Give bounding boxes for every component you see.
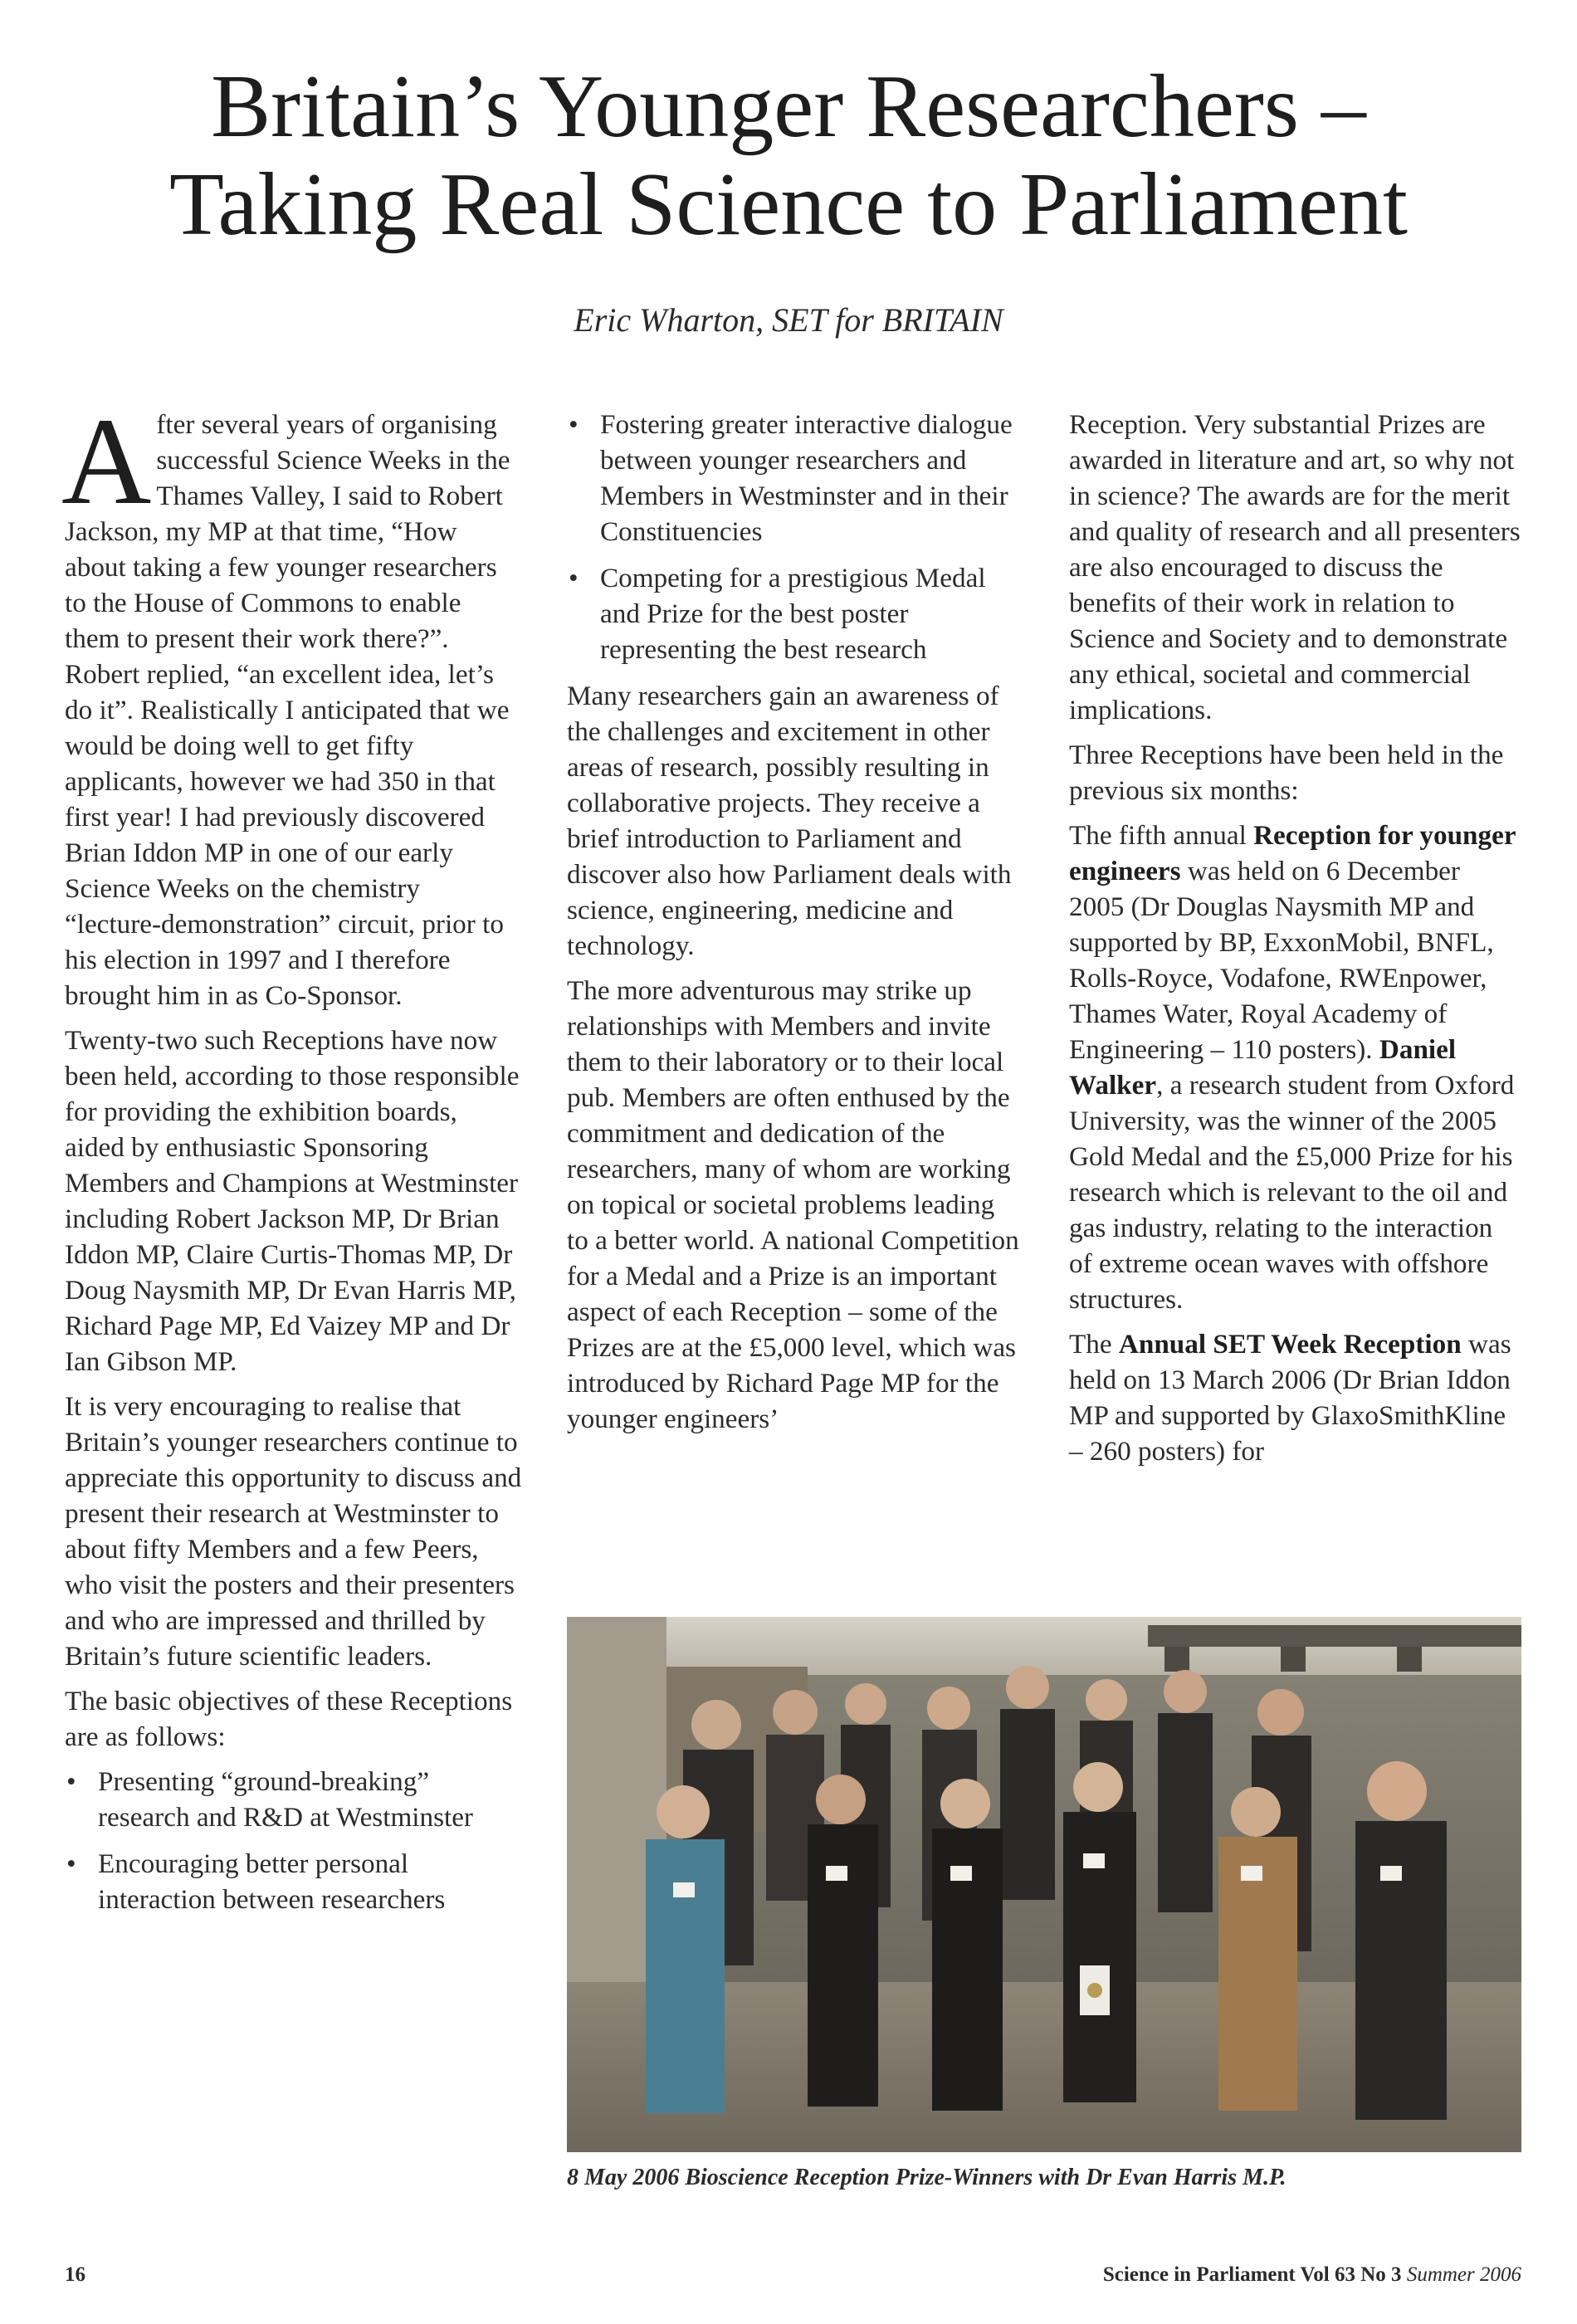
page-number: 16 — [65, 2263, 85, 2286]
body-paragraph: The more adventurous may strike up relationships with Members and invite them to their laboratory or to their local pub. Members are often enthused by the commitment and dedication of the researchers, many of whom are working on topical or societal problems leading to a better world. A national Competition for a Medal and a Prize is an important aspect of each Reception – some of the Prizes are at the £5,000 level, which was introduced by Richard Page MP for the younger engineers’ — [567, 975, 1019, 1434]
reception-name: Annual SET Week Reception — [1118, 1329, 1462, 1360]
body-paragraph: Twenty-two such Receptions have now been held, according to those responsible for providing the exhibition boards, aided by enthusiastic Sponsoring Members and Champions at Westminster including Robert Jackson MP, Dr Brian Iddon MP, Claire Curtis-Thomas MP, Dr Doug Naysmith MP, Dr Evan Harris MP, Richard Page MP, Ed Vaizey MP and Dr Ian Gibson MP. — [65, 1025, 520, 1377]
list-item: • Presenting “ground-breaking” research and R&D at Westminster — [65, 1764, 523, 1835]
list-item: • Competing for a prestigious Medal and Prize for the best poster representing the best research — [567, 560, 1019, 667]
text-column-2 — [567, 407, 1019, 1446]
reception-name: Reception for younger engineers — [1069, 820, 1516, 886]
group-photo — [567, 1617, 1521, 2152]
text-column-1 — [61, 393, 523, 1928]
text-run: The fifth annual — [1069, 820, 1254, 851]
objectives-list — [65, 1764, 523, 1917]
article-title — [0, 58, 1577, 254]
body-paragraph: It is very encouraging to realise that Britain’s younger researchers continue to appreciate this opportunity to discuss and present their research at Westminster to about fifty Members and a few Peers, who visit the posters and their presenters and who are impressed and thrilled by Britain’s future scientific leaders. — [65, 1391, 522, 1672]
set-week-paragraph — [1069, 1326, 1521, 1469]
body-paragraph: The basic objectives of these Receptions are as follows: — [65, 1686, 513, 1752]
objectives-list-continued — [567, 407, 1019, 667]
intro-paragraph-text: fter several years of organising successful Science Weeks in the Thames Valley, I said to Robert Jackson, my MP at that time, “How about taking a few younger researchers to the House of Commons to enable them to present their work there?”. Robert replied, “an excellent idea, let’s do it”. Realistically I anticipated that we would be doing well to get fifty applicants, however we had 350 in that first year! I had previously discovered Brian Iddon MP in one of our early Science Weeks on the chemistry “lecture-demonstration” circuit, prior to his election in 1997 and I therefore brought him in as Co-Sponsor. — [65, 409, 510, 1011]
winner-name: Daniel Walker — [1069, 1034, 1457, 1101]
photo-caption: 8 May 2006 Bioscience Reception Prize-Winners with Dr Evan Harris M.P. — [567, 2165, 1286, 2190]
engineers-reception-paragraph — [1069, 818, 1521, 1317]
text-column-3 — [1069, 407, 1521, 1478]
journal-name: Science in Parliament Vol 63 No 3 — [1102, 2263, 1402, 2286]
body-paragraph: Many researchers gain an awareness of the challenges and excitement in other areas of research, possibly resulting in collaborative projects. They receive a brief introduction to Parliament and discover also how Parliament deals with science, engineering, medicine and technology. — [567, 681, 1012, 961]
text-run: was held on 13 March 2006 (Dr Brian Iddon MP and supported by GlaxoSmithKline – 260 posters) for — [1069, 1329, 1511, 1467]
text-run: , a research student from Oxford University, was the winner of the 2005 Gold Medal and the £5,000 Prize for his research which is relevant to the oil and gas industry, relating to the interaction of extreme ocean waves with offshore structures. — [1069, 1070, 1515, 1315]
title-line-2: Taking Real Science to Parliament — [169, 155, 1408, 254]
list-item: • Encouraging better personal interaction between researchers — [65, 1846, 523, 1917]
intro-paragraph — [61, 393, 523, 1013]
body-paragraph: Reception. Very substantial Prizes are awarded in literature and art, so why not in science? The awards are for the merit and quality of research and all presenters are also encouraged to discuss the benefits of their work in relation to Science and Society and to demonstrate any ethical, societal and commercial implications. — [1069, 409, 1521, 725]
body-paragraph: Three Receptions have been held in the previous six months: — [1069, 740, 1504, 806]
journal-season: Summer 2006 — [1406, 2263, 1521, 2286]
text-run: was held on 6 December 2005 (Dr Douglas Naysmith MP and supported by BP, ExxonMobil, BNFL, Rolls-Royce, Vodafone, RWEnpower, Thames Water, Royal Academy of Engineering – 110 posters). — [1069, 856, 1494, 1065]
title-line-1: Britain’s Younger Researchers – — [211, 57, 1366, 156]
drop-cap: A — [61, 393, 152, 530]
text-run: The — [1069, 1329, 1119, 1360]
journal-footer — [1103, 2263, 1521, 2287]
author-byline: Eric Wharton, SET for BRITAIN — [574, 301, 1003, 339]
list-item: • Fostering greater interactive dialogue between younger researchers and Members in Westminster and in their Constituencies — [567, 407, 1019, 549]
